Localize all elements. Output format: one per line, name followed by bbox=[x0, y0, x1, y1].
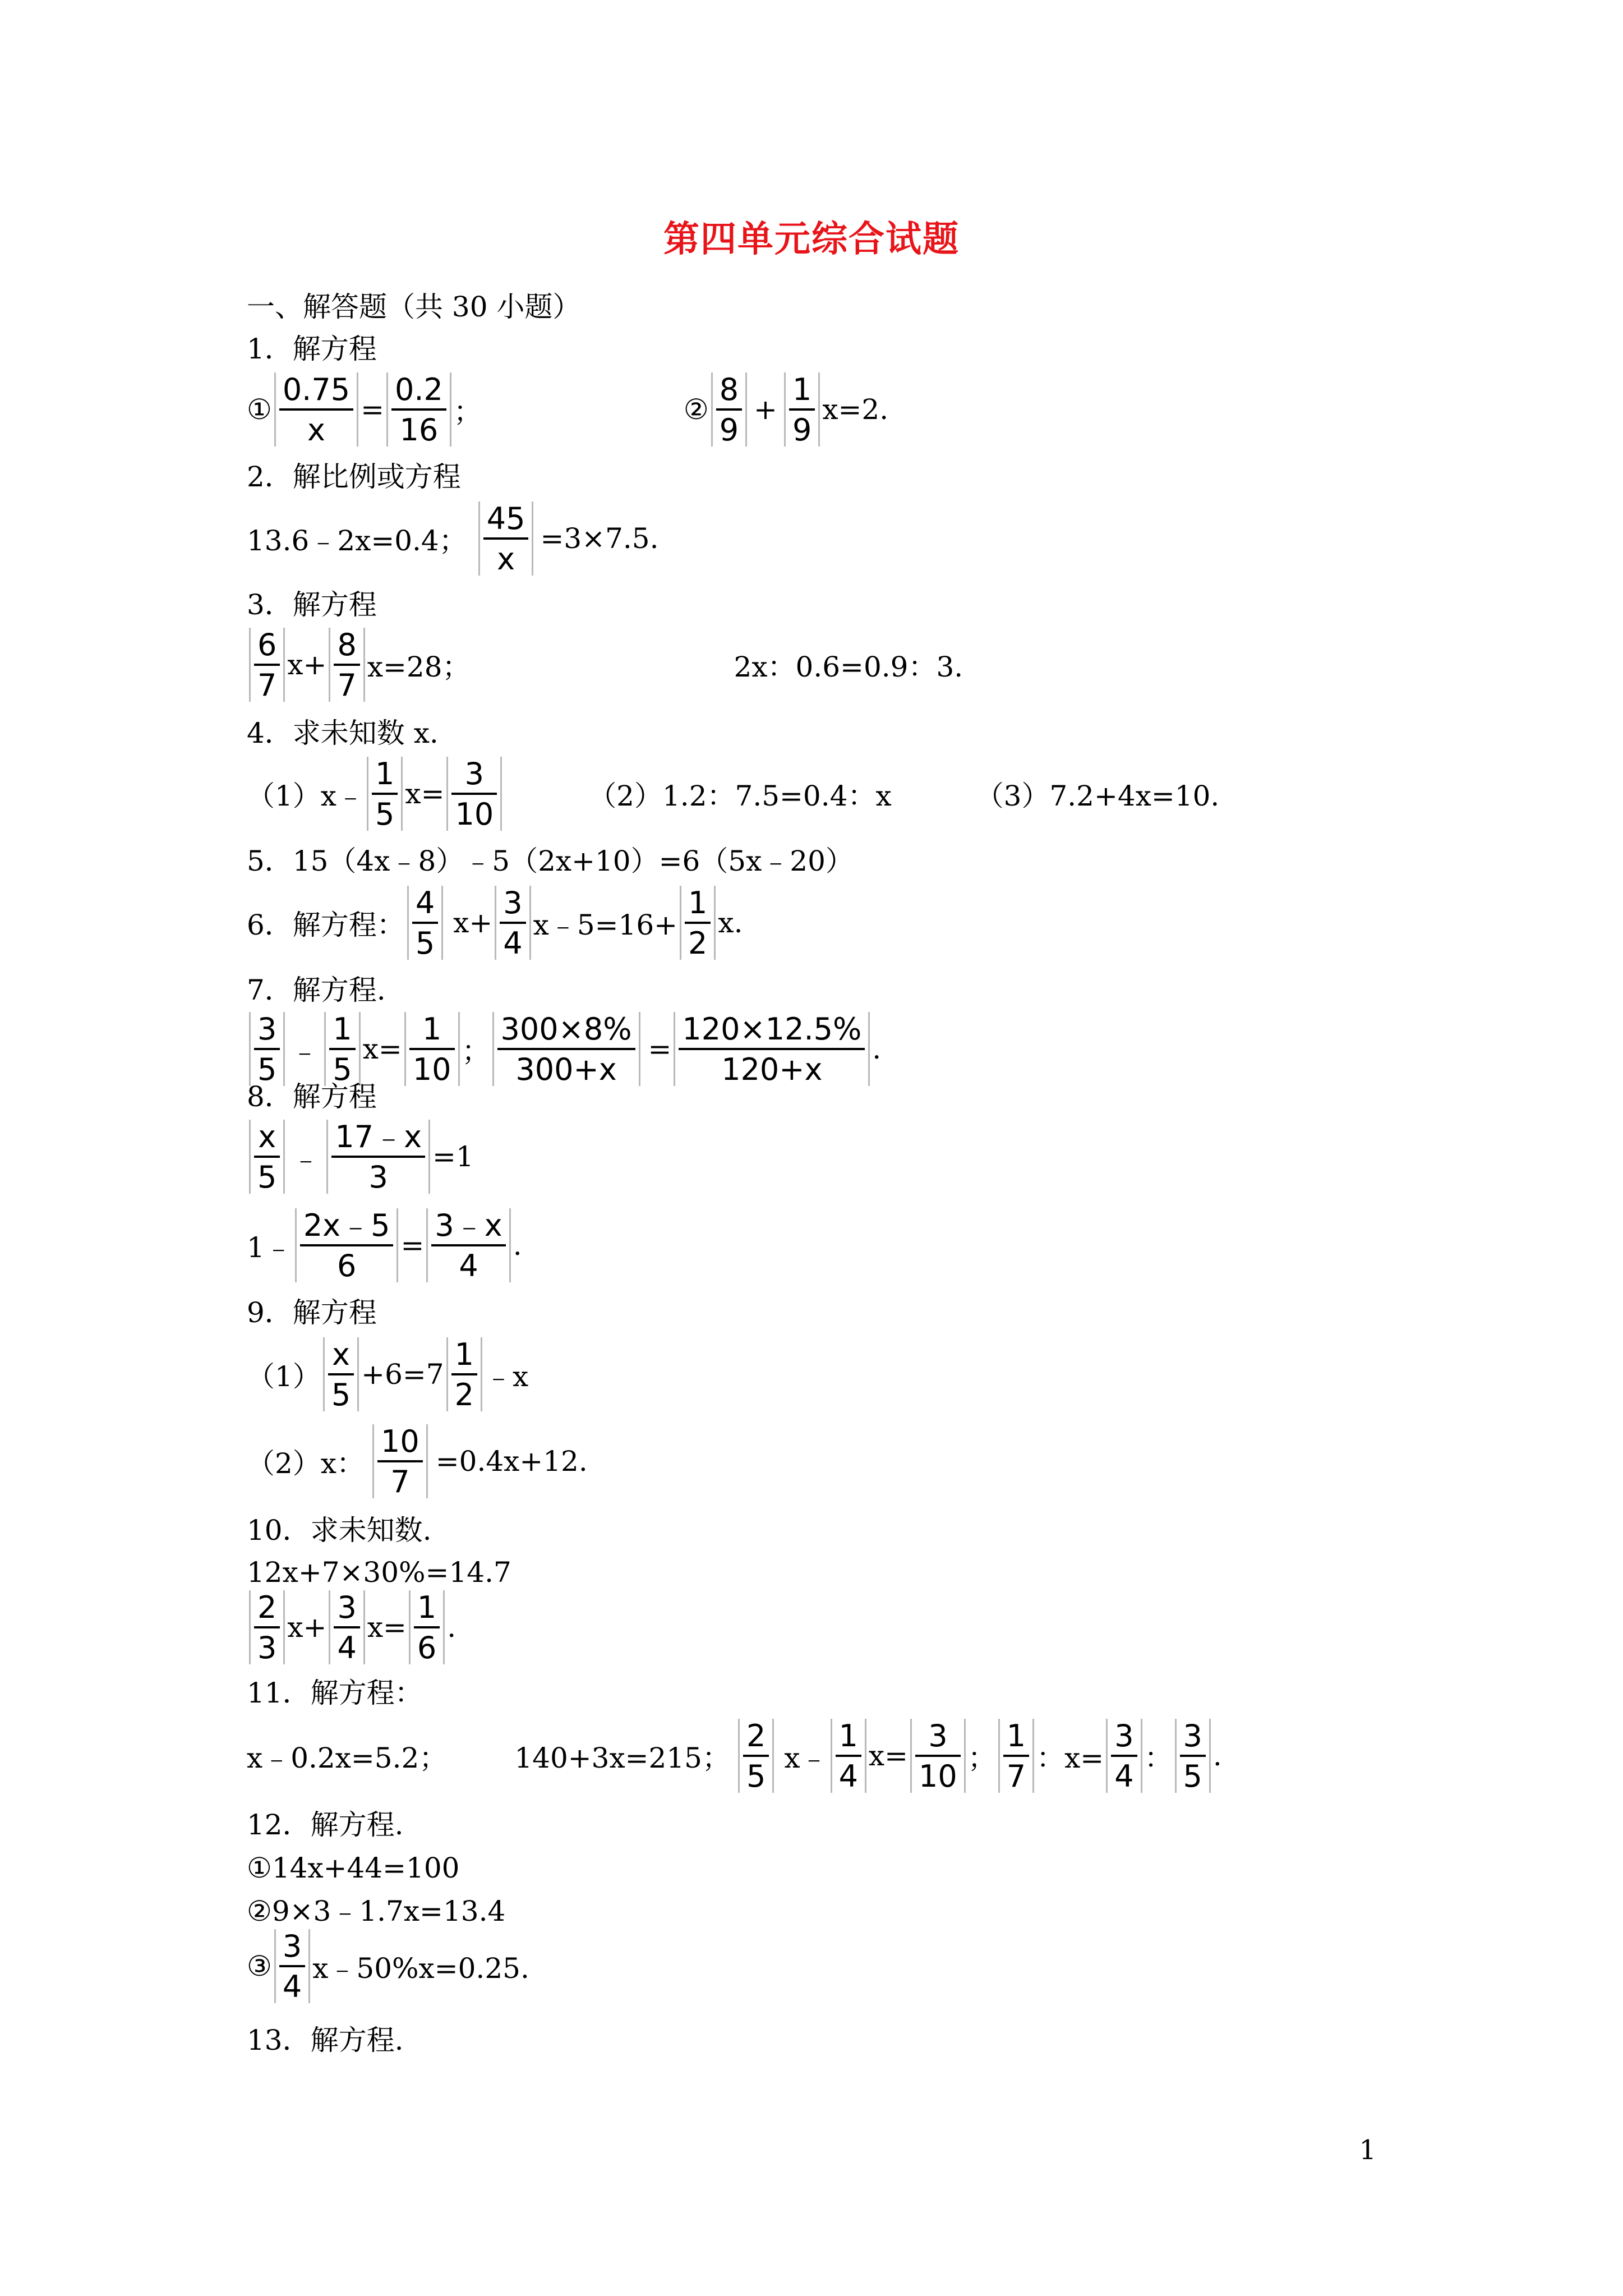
q11-equations: x﹣0.2x=5.2； 140+3x=215； 2 5 x﹣ 1 4 x= 3 10 ； 1 7 ：x= 3 4 ： 3 5 . bbox=[247, 1718, 1222, 1794]
q1-equations: ① 0.75 x = 0.2 16 ； ② 8 9 + 1 9 x=2. bbox=[247, 372, 889, 448]
q12-heading: 12．解方程. bbox=[247, 1809, 404, 1841]
fraction: 1 2 bbox=[680, 886, 716, 960]
fraction: 17﹣x 3 bbox=[326, 1120, 430, 1194]
fraction: 3 10 bbox=[446, 757, 502, 831]
fraction: 3﹣x 4 bbox=[426, 1208, 510, 1282]
page-number: 1 bbox=[1359, 2134, 1376, 2166]
q9-heading: 9．解方程 bbox=[247, 1296, 377, 1329]
fraction: 3 5 bbox=[1175, 1719, 1211, 1793]
q12-equation-b: ②9×3﹣1.7x=13.4 bbox=[247, 1895, 506, 1927]
q2-heading: 2．解比例或方程 bbox=[247, 461, 461, 493]
q10-equation-b: 2 3 x+ 3 4 x= 1 6 . bbox=[247, 1585, 456, 1669]
fraction: 0.2 16 bbox=[386, 372, 451, 447]
q8-equation-b: 1﹣ 2x﹣5 6 = 3﹣x 4 . bbox=[247, 1208, 522, 1283]
q8-equation-a: x 5 ﹣ 17﹣x 3 =1 bbox=[247, 1117, 474, 1196]
q5-heading: 5．15（4x﹣8）﹣5（2x+10）=6（5x﹣20） bbox=[247, 845, 854, 877]
fraction: 120×12.5% 120+x bbox=[674, 1012, 870, 1086]
fraction: 1 5 bbox=[367, 757, 403, 831]
q1-heading: 1．解方程 bbox=[247, 333, 377, 365]
q12-equation-c: ③ 3 4 x﹣50%x=0.25. bbox=[247, 1929, 529, 2004]
fraction: 1 7 bbox=[998, 1719, 1034, 1793]
fraction: 3 4 bbox=[1106, 1719, 1142, 1793]
fraction: 2x﹣5 6 bbox=[295, 1208, 399, 1282]
fraction: 45 x bbox=[478, 501, 534, 576]
fraction: 2 3 bbox=[249, 1590, 285, 1664]
fraction: 300×8% 300+x bbox=[492, 1012, 640, 1086]
fraction: x 5 bbox=[249, 1120, 285, 1194]
fraction: 0.75 x bbox=[274, 372, 358, 447]
fraction: x 5 bbox=[323, 1337, 359, 1411]
q10-equation-a: 12x+7×30%=14.7 bbox=[247, 1556, 511, 1589]
q10-heading: 10．求未知数. bbox=[247, 1514, 432, 1547]
q11-heading: 11．解方程： bbox=[247, 1677, 423, 1709]
fraction: 10 7 bbox=[372, 1424, 428, 1498]
fraction: 3 10 bbox=[910, 1719, 966, 1793]
fraction: 3 4 bbox=[495, 886, 531, 960]
fraction: 1 10 bbox=[404, 1012, 460, 1086]
q2-equations: 13.6﹣2x=0.4； 45 x =3×7.5. bbox=[247, 501, 659, 577]
q12-equation-a: ①14x+44=100 bbox=[247, 1852, 460, 1884]
q13-heading: 13．解方程. bbox=[247, 2024, 404, 2056]
section-heading: 一、解答题（共 30 小题） bbox=[247, 291, 581, 323]
q9-equation-b: （2）x： 10 7 =0.4x+12. bbox=[247, 1424, 588, 1499]
q6-equation: 6．解方程： 4 5 x+ 3 4 x﹣5=16+ 1 2 x. bbox=[247, 885, 743, 961]
fraction: 2 5 bbox=[738, 1719, 774, 1793]
q9-equation-a: （1） x 5 +6=7 1 2 ﹣x bbox=[247, 1337, 529, 1412]
fraction: 8 9 bbox=[711, 372, 747, 447]
fraction: 1 6 bbox=[409, 1590, 445, 1664]
q8-heading: 8．解方程 bbox=[247, 1080, 377, 1113]
q3-equations: 6 7 x+ 8 7 x=28； 2x：0.6=0.9：3. bbox=[247, 620, 963, 710]
q7-heading: 7．解方程. bbox=[247, 974, 386, 1006]
page-title: 第四单元综合试题 bbox=[663, 218, 960, 260]
fraction: 4 5 bbox=[407, 886, 443, 960]
fraction: 1 9 bbox=[784, 372, 820, 447]
fraction: 3 4 bbox=[274, 1929, 310, 2003]
q4-heading: 4．求未知数 x. bbox=[247, 717, 439, 749]
fraction: 8 7 bbox=[329, 628, 365, 702]
fraction: 6 7 bbox=[249, 628, 285, 702]
fraction: 3 4 bbox=[329, 1590, 365, 1664]
fraction: 1 2 bbox=[446, 1337, 482, 1411]
q3-heading: 3．解方程 bbox=[247, 588, 377, 621]
q4-equations: （1）x﹣ 1 5 x= 3 10 （2）1.2：7.5=0.4：x （3）7.2+4x=10. bbox=[247, 756, 1220, 832]
fraction: 3 5 bbox=[249, 1012, 285, 1086]
fraction: 1 4 bbox=[831, 1719, 866, 1793]
q7-equations: 3 5 ﹣ 1 5 x= 1 10 ； 300×8% 300+x = 120×12.5% 120+x . bbox=[247, 1004, 881, 1094]
fraction: 1 5 bbox=[324, 1012, 360, 1086]
